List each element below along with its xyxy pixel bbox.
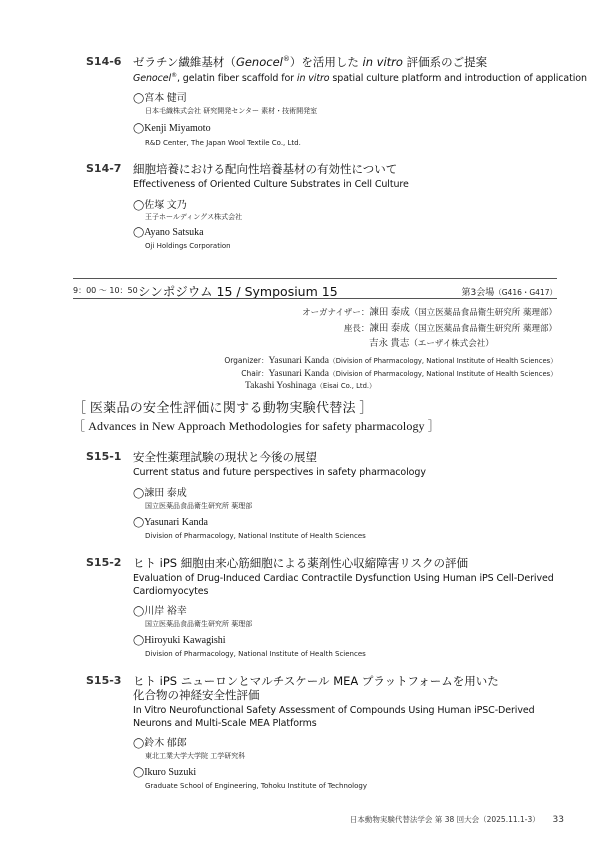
- chair1-en: Chair：Yasunari Kanda（Division of Pharmacology, National Institute of Health Sciences）: [241, 369, 557, 379]
- session-rule-bottom: [73, 298, 557, 299]
- abstract-title-ja-line1: ヒト iPS ニューロンとマルチスケール MEA プラットフォームを用いた: [133, 674, 499, 688]
- affiliation-en: Graduate School of Engineering, Tohoku Institute of Technology: [145, 782, 367, 790]
- symposium-theme-ja: ［ 医薬品の安全性評価に関する動物実験代替法 ］: [73, 400, 373, 415]
- organizer-ja: オーガナイザー：諫田 泰成（国立医薬品食品衛生研究所 薬理部）: [302, 308, 557, 318]
- session-time: 9：00 〜 10：50: [73, 286, 138, 295]
- abstract-title-en-line1: In Vitro Neurofunctional Safety Assessment of Compounds Using Human iPSC-Derived: [133, 705, 535, 716]
- affiliation-en: Division of Pharmacology, National Institute of Health Sciences: [145, 532, 366, 540]
- author-ja: ◯諫田 泰成: [133, 488, 187, 499]
- abstract-code: S15-2: [86, 556, 122, 569]
- affiliation-ja: 日本毛織株式会社 研究開発センター 素材・技術開発室: [145, 107, 318, 115]
- abstract-code: S15-3: [86, 674, 122, 687]
- abstract-title-en-line1: Evaluation of Drug-Induced Cardiac Contractile Dysfunction Using Human iPS Cell-Derived: [133, 573, 554, 584]
- author-en: ◯Hiroyuki Kawagishi: [133, 635, 226, 646]
- author-en: ◯Yasunari Kanda: [133, 517, 208, 528]
- footer-conference: 日本動物実験代替法学会 第 38 回大会（2025.11.1-3）: [349, 815, 540, 824]
- abstract-code: S14-7: [86, 162, 122, 175]
- abstract-title-en: Genocel®, gelatin fiber scaffold for in vitro spatial culture platform and introduction of application: [133, 72, 587, 85]
- page-footer: [350, 814, 564, 825]
- chair2-en: Takashi Yoshinaga（Eisai Co., Ltd.）: [245, 381, 376, 391]
- affiliation-ja: 東北工業大学大学院 工学研究科: [145, 752, 246, 760]
- author-en: ◯Kenji Miyamoto: [133, 123, 211, 134]
- affiliation-ja: 国立医薬品食品衛生研究所 薬理部: [145, 620, 253, 628]
- affiliation-en: Division of Pharmacology, National Institute of Health Sciences: [145, 650, 366, 658]
- session-rule-top: [73, 278, 557, 279]
- abstract-title-ja: ゼラチン繊維基材（Genocel®）を活用した in vitro 評価系のご提案: [133, 55, 488, 69]
- abstract-title-ja: 安全性薬理試験の現状と今後の展望: [133, 450, 317, 464]
- abstract-title-en-line2: Cardiomyocytes: [133, 586, 209, 597]
- affiliation-en: Oji Holdings Corporation: [145, 242, 231, 250]
- author-ja: ◯川岸 裕幸: [133, 606, 187, 617]
- abstract-title-ja: ヒト iPS 細胞由来心筋細胞による薬剤性心収縮障害リスクの評価: [133, 556, 469, 570]
- session-venue: 第3会場（G416・G417）: [461, 288, 557, 298]
- page-number: 33: [552, 815, 564, 825]
- abstract-title-en-line2: Neurons and Multi-Scale MEA Platforms: [133, 718, 317, 729]
- abstract-title-en: Effectiveness of Oriented Culture Substrates in Cell Culture: [133, 179, 409, 190]
- abstract-title-ja: 細胞培養における配向性培養基材の有効性について: [133, 162, 398, 176]
- abstract-title-ja-line2: 化合物の神経安全性評価: [133, 688, 260, 702]
- chair2-ja: 吉永 貴志（エーザイ株式会社）: [369, 339, 494, 349]
- abstract-title-en: Current status and future perspectives in safety pharmacology: [133, 467, 426, 478]
- symposium-theme-en: ［ Advances in New Approach Methodologies for safety pharmacology ］: [73, 419, 440, 433]
- author-ja: ◯佐塚 文乃: [133, 200, 187, 211]
- abstract-code: S14-6: [86, 55, 122, 68]
- chair1-ja: 座長：諫田 泰成（国立医薬品食品衛生研究所 薬理部）: [343, 324, 557, 334]
- author-en: ◯Ikuro Suzuki: [133, 767, 197, 778]
- affiliation-ja: 王子ホールディングス株式会社: [145, 213, 243, 221]
- abstract-code: S15-1: [86, 450, 122, 463]
- affiliation-ja: 国立医薬品食品衛生研究所 薬理部: [145, 502, 253, 510]
- author-ja: ◯鈴木 郁郎: [133, 738, 187, 749]
- author-ja: ◯宮本 健司: [133, 93, 187, 104]
- author-en: ◯Ayano Satsuka: [133, 227, 204, 238]
- affiliation-en: R&D Center, The Japan Wool Textile Co., Ltd.: [145, 139, 301, 147]
- session-title: シンポジウム 15 / Symposium 15: [138, 284, 338, 299]
- organizer-en: Organizer：Yasunari Kanda（Division of Pharmacology, National Institute of Health Sciences）: [224, 356, 557, 366]
